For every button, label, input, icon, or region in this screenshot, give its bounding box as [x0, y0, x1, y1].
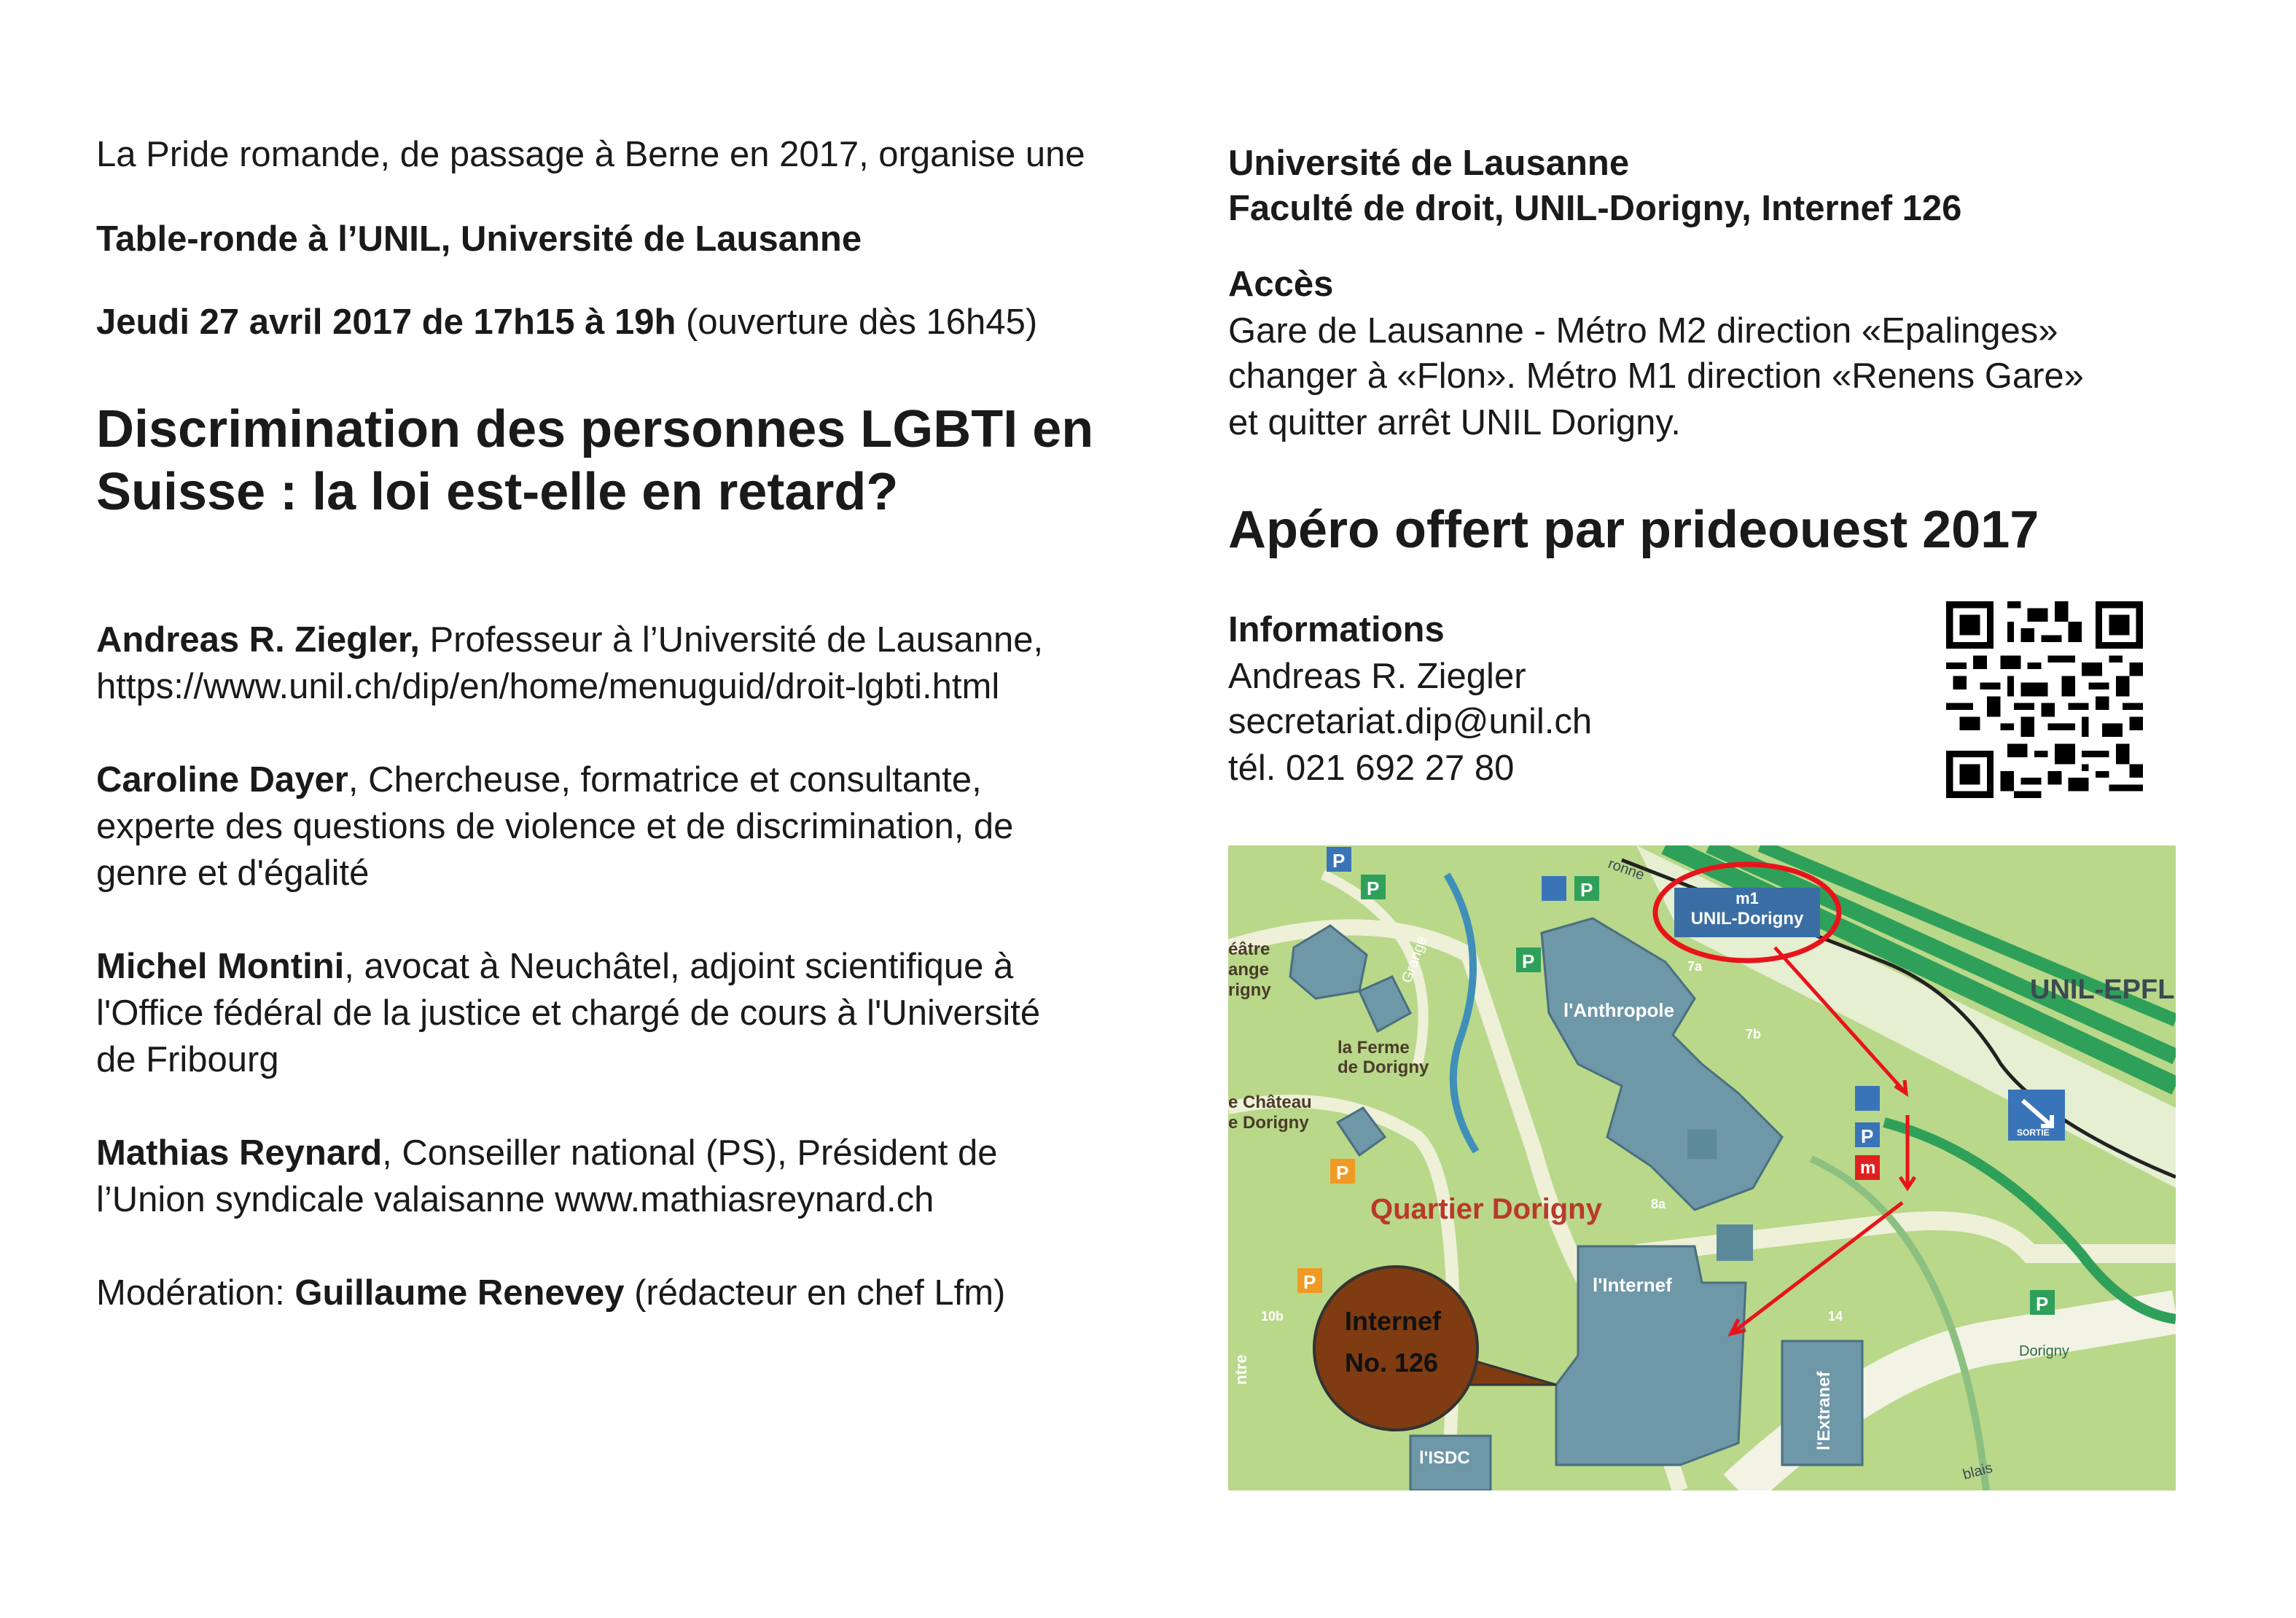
callout-line1: Internef [1345, 1306, 1442, 1336]
speaker-name: Andreas R. Ziegler, [96, 620, 420, 660]
speaker-desc: Professeur à l’Université de Lausanne, [419, 620, 1044, 660]
info-email[interactable]: secretariat.dip@unil.ch [1228, 702, 1593, 741]
parking-label: P [1336, 1162, 1349, 1184]
map-icon [1717, 1224, 1753, 1261]
parking-label: P [2036, 1293, 2049, 1315]
ferme-label-2: de Dorigny [1338, 1058, 1429, 1077]
isdc-label: l'ISDC [1419, 1448, 1470, 1468]
stop-7b-label: 7b [1746, 1027, 1762, 1041]
internef-label: l'Internef [1593, 1274, 1672, 1296]
dorigny-label: Dorigny [2019, 1343, 2069, 1359]
speaker-name: Michel Montini [96, 947, 345, 986]
speaker-name: Caroline Dayer [96, 760, 348, 800]
chateau-label-2: e Dorigny [1228, 1113, 1309, 1133]
map-icon [1687, 1130, 1717, 1159]
theatre-label-2: ange [1228, 960, 1270, 980]
ferme-label: la Ferme [1338, 1038, 1410, 1058]
ntre-label: ntre [1232, 1354, 1250, 1385]
extranef-label: l'Extranef [1814, 1371, 1834, 1450]
parking-label: P [1580, 879, 1593, 901]
theatre-label-3: rigny [1228, 980, 1271, 1000]
speaker-desc: l'Office fédéral de la justice et chargé de cours à l'Université [96, 993, 1041, 1033]
accessibility-icon [1855, 1086, 1880, 1111]
speaker-name: Mathias Reynard [96, 1133, 383, 1173]
speaker-dayer [96, 757, 1013, 896]
chateau-label: e Château [1228, 1093, 1312, 1112]
stop-14-label: 14 [1828, 1309, 1843, 1324]
event-title: Table-ronde à l’UNIL, Université de Lausanne [96, 219, 862, 259]
moderation [96, 1270, 1005, 1316]
speaker-desc: , avocat à Neuchâtel, adjoint scientifique à [344, 947, 1014, 986]
access-line2: changer à «Flon». Métro M1 direction «Renens Gare» [1228, 356, 2084, 396]
access-heading: Accès [1228, 265, 1334, 304]
moderation-label: Modération: [96, 1273, 295, 1313]
speaker-montini [96, 943, 1040, 1083]
venue-line1: Université de Lausanne [1228, 144, 1630, 183]
stop-7a-label: 7a [1687, 959, 1703, 974]
access-line3: et quitter arrêt UNIL Dorigny. [1228, 403, 1681, 442]
venue-line2: Faculté de droit, UNIL-Dorigny, Internef 126 [1228, 189, 1962, 228]
parking-label: P [1303, 1271, 1316, 1293]
station-line-label: m1 [1735, 889, 1759, 907]
event-date-note: (ouverture dès 16h45) [676, 302, 1038, 342]
speaker-reynard [96, 1130, 997, 1223]
metro-label: m [1860, 1158, 1876, 1178]
intro-text: La Pride romande, de passage à Berne en 2017, organise une [96, 135, 1085, 174]
parking-label: P [1861, 1125, 1874, 1147]
event-date [96, 299, 1037, 345]
accessibility-icon [1542, 876, 1566, 901]
topic-title-line2: Suisse : la loi est-elle en retard? [96, 463, 899, 521]
speaker-ziegler [96, 617, 1043, 710]
speaker-link[interactable]: https://www.unil.ch/dip/en/home/menuguid/droit-lgbti.html [96, 667, 1000, 706]
speaker-desc: , Chercheuse, formatrice et consultante, [348, 760, 982, 800]
stop-10b-label: 10b [1261, 1309, 1284, 1324]
moderation-name: Guillaume Renevey [294, 1273, 625, 1313]
apero-heading: Apéro offert par prideouest 2017 [1228, 501, 2039, 559]
campus-map [1228, 845, 2176, 1490]
speaker-desc: genre et d'égalité [96, 853, 370, 893]
quartier-label: Quartier Dorigny [1370, 1193, 1602, 1225]
sortie-label: SORTIE [2017, 1127, 2050, 1138]
parking-label: P [1522, 950, 1535, 972]
theatre-label: éâtre [1228, 939, 1270, 959]
moderation-note: (rédacteur en chef Lfm) [624, 1273, 1006, 1313]
blais-label: blais [1961, 1459, 1995, 1483]
qr-code[interactable] [1942, 601, 2147, 798]
speaker-desc: de Fribourg [96, 1040, 279, 1079]
grange-label: Grange [1399, 934, 1431, 985]
info-heading: Informations [1228, 610, 1445, 649]
speaker-desc: experte des questions de violence et de discrimination, de [96, 807, 1014, 846]
callout-line2: No. 126 [1345, 1348, 1439, 1377]
parking-label: P [1367, 878, 1380, 899]
unil-epfl-label: UNIL-EPFL [2030, 974, 2175, 1005]
info-contact-name: Andreas R. Ziegler [1228, 657, 1526, 696]
station-name-label: UNIL-Dorigny [1690, 909, 1804, 929]
event-date-bold: Jeudi 27 avril 2017 de 17h15 à 19h [96, 302, 676, 342]
speaker-desc: l’Union syndicale valaisanne www.mathiasreynard.ch [96, 1180, 934, 1219]
topic-title-line1: Discrimination des personnes LGBTI en [96, 400, 1094, 458]
access-line1: Gare de Lausanne - Métro M2 direction «Epalinges» [1228, 311, 2058, 351]
stop-8a-label: 8a [1651, 1197, 1666, 1211]
speaker-desc: , Conseiller national (PS), Président de [382, 1133, 998, 1173]
anthropole-label: l'Anthropole [1563, 999, 1675, 1021]
info-phone: tél. 021 692 27 80 [1228, 749, 1515, 788]
parking-label: P [1332, 850, 1346, 872]
ronne-label: ronne [1606, 856, 1647, 884]
